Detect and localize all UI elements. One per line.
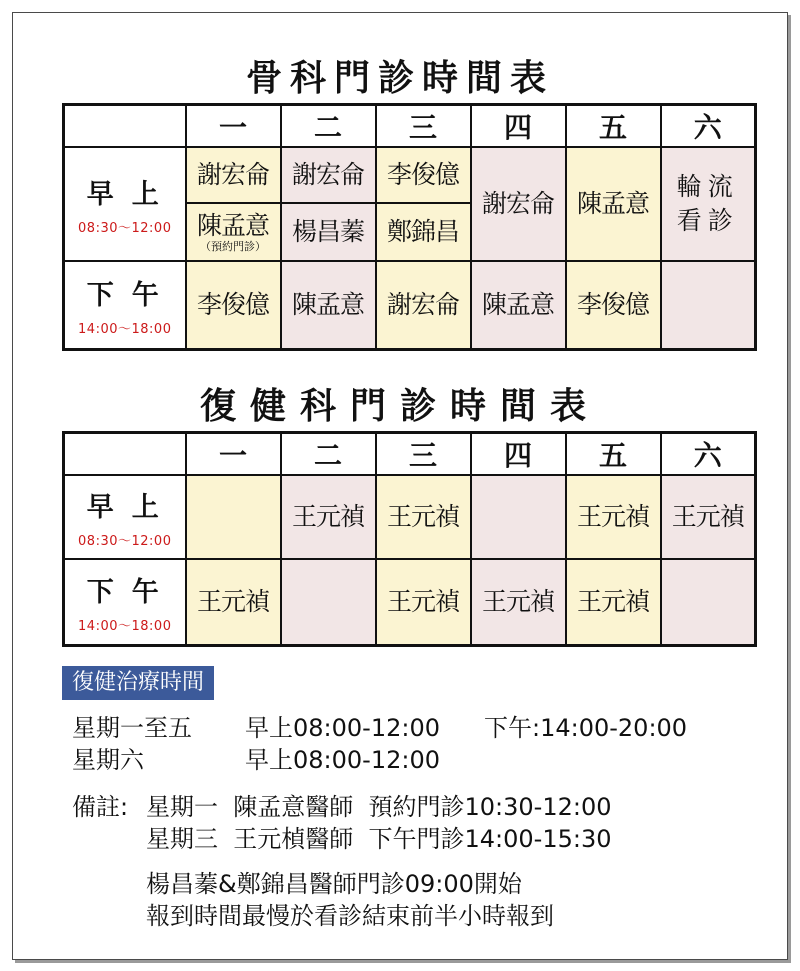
rehab-am-row <box>64 475 756 559</box>
ortho-am-fri: 陳孟意 <box>566 147 661 261</box>
ortho-title: 骨科門診時間表 <box>245 58 554 99</box>
rehab-pm-mon: 王元禎 <box>186 559 281 645</box>
ortho-schedule-table <box>62 103 757 351</box>
day-wed: 三 <box>376 105 471 148</box>
sat-rotation-line2: 看診 <box>676 206 739 235</box>
weekday-label: 星期一至五 <box>72 714 192 742</box>
weekday-morning-hours: 早上08:00-12:00 <box>245 714 440 742</box>
rehab-pm-fri: 王元禎 <box>566 559 661 645</box>
ortho-am-row-1 <box>64 147 756 203</box>
period-label: 早上 <box>86 179 177 210</box>
rehab-am-fri: 王元禎 <box>566 475 661 559</box>
period-label: 下午 <box>86 576 177 608</box>
rehab-am-thu <box>471 475 566 559</box>
period-time: 14:00～18:00 <box>78 618 172 634</box>
day-fri: 五 <box>566 433 661 476</box>
rehab-am-wed: 王元禎 <box>376 475 471 559</box>
period-time: 08:30～12:00 <box>78 221 172 236</box>
ortho-pm-sat <box>661 261 756 349</box>
rehab-am-mon <box>186 475 281 559</box>
rehab-am-sat: 王元禎 <box>661 475 756 559</box>
day-sat: 六 <box>661 433 756 476</box>
ortho-am-tue-1: 謝宏侖 <box>281 147 376 203</box>
ortho-am-mon-2 <box>186 203 281 261</box>
saturday-label: 星期六 <box>72 746 144 774</box>
ortho-am-wed-1: 李俊億 <box>376 147 471 203</box>
day-tue: 二 <box>281 105 376 148</box>
day-thu: 四 <box>471 433 566 476</box>
rehab-pm-tue <box>281 559 376 645</box>
weekday-afternoon-hours: 下午:14:00-20:00 <box>484 714 688 742</box>
corner-cell <box>64 433 186 476</box>
period-time: 08:30～12:00 <box>78 534 172 549</box>
rehab-pm-row <box>64 559 756 645</box>
corner-cell <box>64 105 186 148</box>
doctor-name: 陳孟意 <box>196 210 269 240</box>
ortho-pm-fri: 李俊億 <box>566 261 661 349</box>
day-tue: 二 <box>281 433 376 476</box>
ortho-pm-wed: 謝宏侖 <box>376 261 471 349</box>
rehab-am-period <box>64 475 186 559</box>
ortho-header-row <box>64 105 756 148</box>
day-fri: 五 <box>566 105 661 148</box>
notes-prefix: 備註: <box>72 793 129 821</box>
day-sat: 六 <box>661 105 756 148</box>
ortho-am-period <box>64 147 186 261</box>
rehab-pm-wed: 王元禎 <box>376 559 471 645</box>
note-line-3: 楊昌蓁&鄭錦昌醫師門診09:00開始 <box>146 870 522 898</box>
note-line-1: 星期一 陳孟意醫師 預約門診10:30-12:00 <box>146 793 612 821</box>
ortho-am-tue-2: 楊昌蓁 <box>281 203 376 261</box>
rehab-pm-period <box>64 559 186 645</box>
day-mon: 一 <box>186 433 281 476</box>
day-thu: 四 <box>471 105 566 148</box>
ortho-pm-period <box>64 261 186 349</box>
ortho-am-wed-2: 鄭錦昌 <box>376 203 471 261</box>
saturday-morning-hours: 早上08:00-12:00 <box>245 746 440 774</box>
note-line-4: 報到時間最慢於看診結束前半小時報到 <box>146 902 554 930</box>
rehab-header-row <box>64 433 756 476</box>
rehab-schedule-table <box>62 431 757 647</box>
day-wed: 三 <box>376 433 471 476</box>
rehab-am-tue: 王元禎 <box>281 475 376 559</box>
treatment-hours-badge: 復健治療時間 <box>62 666 214 700</box>
rehab-pm-sat <box>661 559 756 645</box>
ortho-pm-tue: 陳孟意 <box>281 261 376 349</box>
rehab-pm-thu: 王元禎 <box>471 559 566 645</box>
period-label: 下午 <box>86 279 177 311</box>
ortho-am-sat <box>661 147 756 261</box>
period-label: 早上 <box>86 492 177 523</box>
note-line-2: 星期三 王元楨醫師 下午門診14:00-15:30 <box>146 825 612 853</box>
ortho-pm-mon: 李俊億 <box>186 261 281 349</box>
rehab-title: 復健科門診時間表 <box>199 386 600 427</box>
ortho-pm-thu: 陳孟意 <box>471 261 566 349</box>
ortho-pm-row <box>64 261 756 349</box>
day-mon: 一 <box>186 105 281 148</box>
ortho-am-thu: 謝宏侖 <box>471 147 566 261</box>
period-time: 14:00～18:00 <box>78 321 172 337</box>
appointment-note: （預約門診） <box>200 239 266 253</box>
sat-rotation-line1: 輪流 <box>676 172 739 201</box>
ortho-am-mon-1: 謝宏侖 <box>186 147 281 203</box>
